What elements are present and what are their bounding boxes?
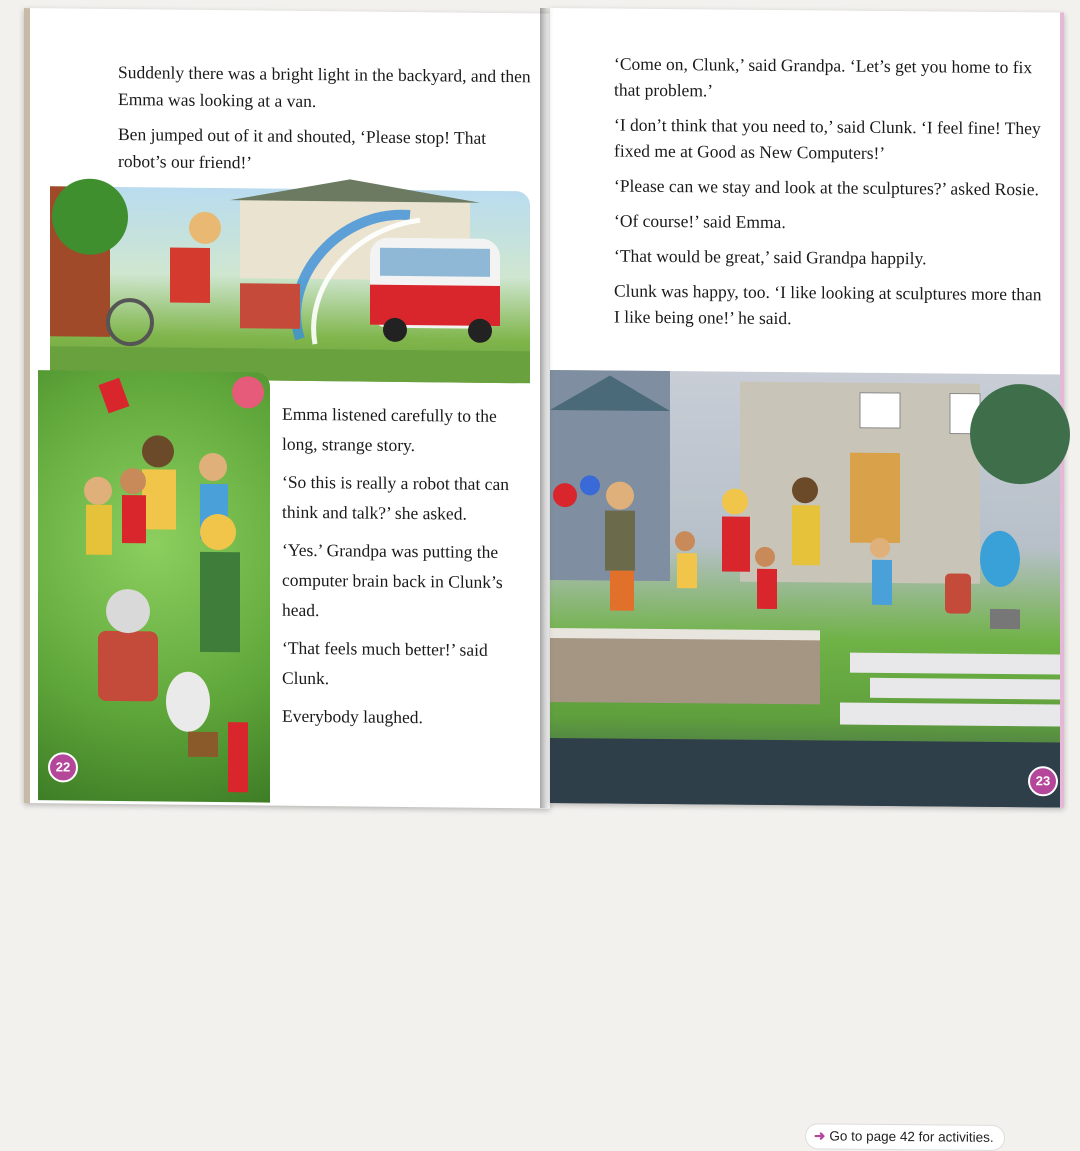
paragraph: ‘That would be great,’ said Grandpa happily. bbox=[614, 245, 927, 269]
book-gutter bbox=[540, 8, 554, 808]
backyard-scene bbox=[50, 186, 530, 383]
illustration-sculpture-garden bbox=[550, 370, 1060, 1145]
garden-scene bbox=[550, 370, 1060, 807]
activities-note[interactable] bbox=[806, 1124, 1004, 1150]
paragraph: ‘That feels much better!’ said Clunk. bbox=[282, 637, 488, 689]
paragraph: Clunk was happy, too. ‘I like looking at sculptures more than I like being one!’ he said. bbox=[614, 280, 1042, 329]
arrow-right-icon: ➜ bbox=[814, 1128, 826, 1144]
paragraph: ‘Come on, Clunk,’ said Grandpa. ‘Let’s get you home to fix that problem.’ bbox=[614, 53, 1033, 101]
left-top-text bbox=[118, 59, 538, 187]
illustration-backyard-van bbox=[50, 186, 530, 383]
paragraph: Suddenly there was a bright light in the backyard, and then Emma was looking at a van. bbox=[118, 61, 531, 112]
open-book bbox=[24, 8, 1064, 1145]
paragraph: ‘Yes.’ Grandpa was putting the computer brain back in Clunk’s head. bbox=[282, 539, 503, 621]
paragraph: ‘Of course!’ said Emma. bbox=[614, 210, 786, 233]
paragraph: ‘So this is really a robot that can think and talk?’ she asked. bbox=[282, 471, 509, 524]
left-page bbox=[24, 8, 550, 809]
paragraph: ‘I don’t think that you need to,’ said Clunk. ‘I feel fine! They fixed me at Good as New Computers!’ bbox=[614, 114, 1041, 163]
page-number-badge: 22 bbox=[48, 752, 78, 782]
right-page bbox=[550, 8, 1064, 1145]
paragraph: Emma listened carefully to the long, strange story. bbox=[282, 403, 497, 456]
paragraph: ‘Please can we stay and look at the sculptures?’ asked Rosie. bbox=[614, 175, 1039, 200]
left-side-text bbox=[282, 399, 532, 742]
right-top-text bbox=[614, 51, 1044, 343]
group-scene bbox=[38, 370, 270, 802]
illustration-kids-robot bbox=[38, 370, 270, 802]
activities-note-text: Go to page 42 for activities. bbox=[829, 1128, 994, 1145]
paragraph: Everybody laughed. bbox=[282, 705, 423, 728]
page-number-badge: 23 bbox=[1028, 766, 1058, 796]
paragraph: Ben jumped out of it and shouted, ‘Please stop! That robot’s our friend!’ bbox=[118, 123, 487, 173]
